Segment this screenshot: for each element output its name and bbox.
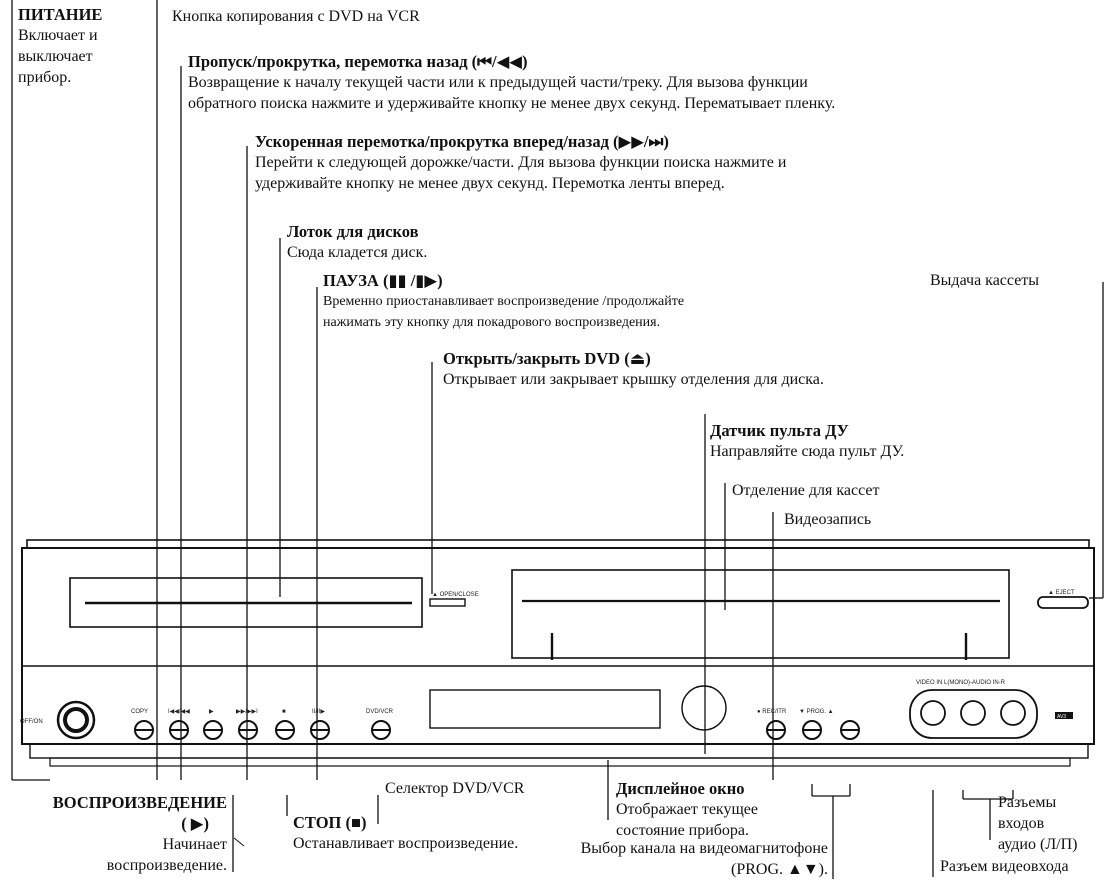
- open-close-callout: [443, 348, 824, 390]
- skip-fwd-line: удерживайте кнопку не менее двух секунд. Перемотка ленты вперед.: [255, 175, 725, 192]
- audio-in-line: аудио (Л/П): [998, 836, 1078, 853]
- eject-text: Выдача кассеты: [930, 272, 1040, 289]
- cassette-callout: [732, 480, 880, 501]
- audio-in-line: Разъемы: [998, 794, 1057, 811]
- display-callout: [616, 778, 758, 841]
- remote-title: Датчик пульта ДУ: [710, 421, 849, 440]
- copy-callout: [172, 6, 420, 27]
- skip-back-callout: [188, 51, 835, 114]
- skip-fwd-panel-label: ▶▶/▶▶I: [236, 709, 258, 715]
- display-line: Отображает текущее: [616, 801, 758, 818]
- skip-fwd-line: Перейти к следующей дорожке/части. Для вызова функции поиска нажмите и: [255, 154, 787, 171]
- skip-back-title: Пропуск/прокрутка, перемотка назад (⏮/◀◀): [188, 52, 528, 71]
- audio-in-line: входов: [998, 815, 1045, 832]
- tray-callout: [287, 221, 427, 263]
- play-line: Начинает: [162, 836, 227, 853]
- pause-line: нажимать эту кнопку для покадрового воспроизведения.: [323, 315, 661, 330]
- open-close-title: Открыть/закрыть DVD (⏏): [443, 349, 651, 368]
- power-line: прибор.: [18, 69, 72, 86]
- skip-back-line: обратного поиска нажмите и удерживайте кнопку не менее двух секунд. Перематывает пленку.: [188, 95, 836, 112]
- av3-panel-label: AV3: [1057, 714, 1067, 720]
- selector-text: Селектор DVD/VCR: [385, 780, 525, 797]
- power-title: ПИТАНИЕ: [18, 5, 103, 24]
- copy-text: Кнопка копирования с DVD на VCR: [172, 8, 420, 25]
- channel-line: Выбор канала на видеомагнитофоне: [580, 840, 828, 857]
- play-line: воспроизведение.: [106, 857, 227, 874]
- play-symbol: ( ▶): [181, 814, 209, 833]
- record-callout: [784, 509, 871, 530]
- pause-line: Временно приостанавливает воспроизведение /продолжайте: [323, 294, 685, 309]
- stop-line: Останавливает воспроизведение.: [293, 835, 519, 852]
- selector-callout: [385, 778, 524, 799]
- rec-panel-label: ● REC/ITR: [757, 709, 787, 715]
- remote-callout: [710, 420, 904, 462]
- pause-callout: [323, 270, 684, 333]
- open-close-line: Открывает или закрывает крышку отделения для диска.: [443, 371, 824, 388]
- remote-line: Направляйте сюда пульт ДУ.: [710, 443, 905, 460]
- eject-panel-label: ▲ EJECT: [1048, 590, 1075, 596]
- jacks-panel-label: VIDEO IN L(MONO)-AUDIO IN-R: [916, 680, 1006, 686]
- channel-line: (PROG. ▲▼).: [730, 861, 828, 878]
- skip-back-panel-label: I◀◀/◀◀: [168, 709, 190, 715]
- audio-in-callout: [998, 792, 1078, 855]
- open-close-panel-label: ▲ OPEN/CLOSE: [432, 592, 479, 598]
- play-title: ВОСПРОИЗВЕДЕНИЕ: [52, 793, 227, 812]
- eject-callout: [930, 270, 1039, 291]
- pause-title: ПАУЗА (▮▮ /▮▶): [323, 271, 443, 290]
- prog-panel-label: ▼ PROG. ▲: [799, 709, 834, 715]
- pause-panel-label: II/II▶: [312, 709, 325, 715]
- play-callout: [2, 792, 227, 876]
- power-line: Включает и: [18, 27, 98, 44]
- skip-fwd-callout: [255, 131, 786, 194]
- copy-panel-label: COPY: [131, 709, 149, 715]
- channel-callout: [480, 838, 828, 880]
- video-in-text: Разъем видеовхода: [940, 858, 1069, 875]
- video-in-callout: [940, 856, 1069, 877]
- stop-title: СТОП (■): [293, 813, 367, 832]
- tray-title: Лоток для дисков: [287, 222, 419, 241]
- power-callout: [18, 4, 102, 88]
- front-buttons: [135, 721, 859, 739]
- record-text: Видеозапись: [784, 511, 872, 528]
- stop-panel-label: ■: [282, 709, 286, 715]
- display-line: состояние прибора.: [616, 822, 750, 839]
- skip-fwd-title: Ускоренная перемотка/прокрутка вперед/назад (▶▶/⏭): [255, 132, 669, 151]
- power-panel-label: OFF/ON: [20, 719, 43, 725]
- display-title: Дисплейное окно: [616, 779, 745, 798]
- power-line: выключает: [18, 48, 93, 65]
- tray-line: Сюда кладется диск.: [287, 244, 428, 261]
- play-panel-label: ▶: [209, 709, 214, 715]
- skip-back-line: Возвращение к началу текущей части или к предыдущей части/треку. Для вызова функции: [188, 74, 808, 91]
- dvdvcr-panel-label: DVD/VCR: [366, 709, 394, 715]
- cassette-text: Отделение для кассет: [732, 482, 880, 499]
